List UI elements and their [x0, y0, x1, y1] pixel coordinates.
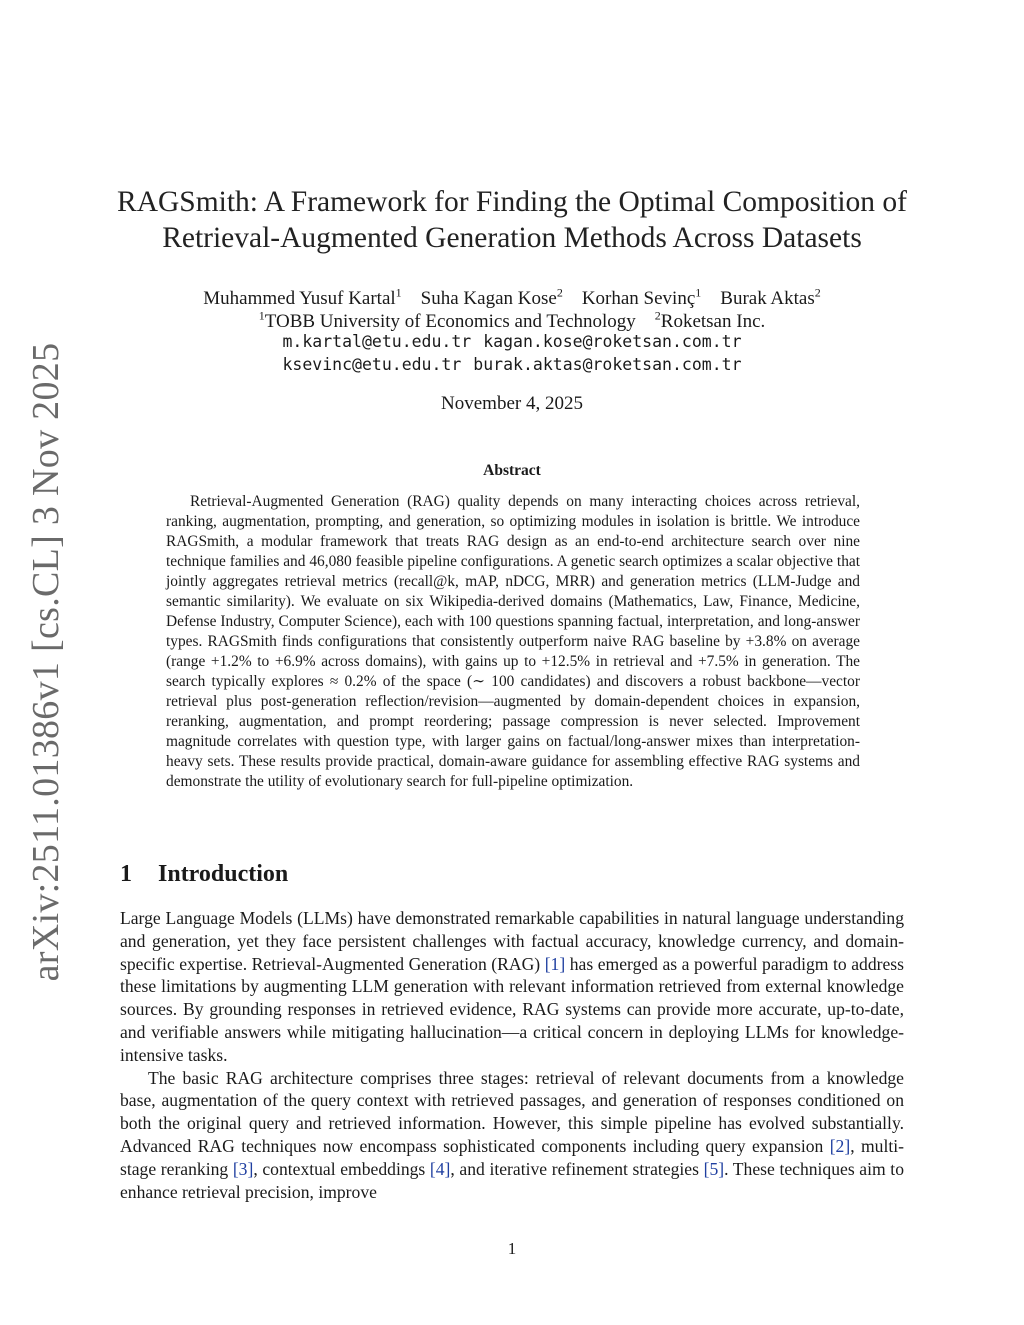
email: ksevinc@etu.edu.tr	[282, 355, 462, 374]
author: Muhammed Yusuf Kartal$^1$	[203, 286, 402, 310]
citation-link[interactable]: [1]	[544, 953, 566, 974]
title-line-1: RAGSmith: A Framework for Finding the Optimal Composition of	[117, 186, 907, 218]
author: Burak Aktas$^2$	[720, 286, 821, 310]
paragraph: Large Language Models (LLMs) have demonstrated remarkable capabilities in natural language understanding and generation, yet they face persistent challenges with factual accuracy, knowledge currency, and domain-specific expertise. Retrieval-Augmented Generation (RAG) [1] has emerged as a powerful paradigm to address these limitations by augmenting LLM generation with relevant information retrieved from external knowledge sources. By grounding responses in retrieved evidence, RAG systems can provide more accurate, up-to-date, and verifiable answers while mitigating hallucination—a critical concern in deploying LLMs for knowledge-intensive tasks.	[120, 908, 904, 1065]
email: kagan.kose@roketsan.com.tr	[483, 332, 742, 351]
section-number: 1	[120, 861, 132, 887]
citation-link[interactable]: [2]	[829, 1135, 851, 1156]
abstract-body	[166, 492, 860, 792]
abstract-text: Retrieval-Augmented Generation (RAG) quality depends on many interacting choices across retrieval, ranking, augmentation, prompting, and generation, so optimizing modules in isolation is brittle. We introduce RAGSmith, a modular framework that treats RAG design as an end-to-end architecture search over nine technique families and 46,080 feasible pipeline configurations. A genetic search optimizes a scalar objective that jointly aggregates retrieval metrics (recall@k, mAP, nDCG, MRR) and generation metrics (LLM-Judge and semantic similarity). We evaluate on six Wikipedia-derived domains (Mathematics, Law, Finance, Medicine, Defense Industry, Computer Science), each with 100 questions spanning factual, interpretation, and long-answer types. RAGSmith finds configurations that consistently outperform naive RAG baseline by +3.8% on average (range +1.2% to +6.9% across domains), with gains up to +12.5% in retrieval and +7.5% in generation. The search typically explores ≈ 0.2% of the space (∼ 100 candidates) and discovers a robust backbone—vector retrieval plus post-generation reflection/revision—augmented by domain-dependent choices in expansion, reranking, augmentation, and prompt reordering; passage compression is never selected. Improvement magnitude correlates with question type, with larger gains on factual/long-answer mixes than interpretation-heavy sets. These results provide practical, domain-aware guidance for assembling effective RAG systems and demonstrate the utility of evolutionary search for full-pipeline optimization.	[166, 493, 860, 790]
section-title: Introduction	[158, 861, 289, 887]
citation-link[interactable]: [5]	[703, 1158, 725, 1179]
affiliation: $^2$Roketsan Inc.	[654, 309, 766, 333]
citation-link[interactable]: [4]	[429, 1158, 451, 1179]
author: Suha Kagan Kose$^2$	[420, 286, 563, 310]
section-heading	[120, 861, 288, 888]
email: m.kartal@etu.edu.tr	[282, 332, 472, 351]
publication-date: November 4, 2025	[441, 393, 583, 414]
affiliation: $^1$TOBB University of Economics and Technology	[258, 309, 636, 333]
citation-link[interactable]: [3]	[232, 1158, 254, 1179]
section-body	[120, 907, 904, 1203]
page-number: 1	[507, 1239, 517, 1258]
title-line-2: Retrieval-Augmented Generation Methods Across Datasets	[162, 222, 862, 254]
author: Korhan Sevinç$^1$	[581, 286, 702, 310]
email-row-1	[0, 330, 1024, 353]
paper-title	[0, 184, 1024, 256]
abstract-heading: Abstract	[483, 462, 541, 479]
email: burak.aktas@roketsan.com.tr	[473, 355, 742, 374]
arxiv-identifier-stamp: arXiv:2511.01386v1 [cs.CL] 3 Nov 2025	[25, 342, 67, 982]
email-row-2	[0, 353, 1024, 376]
paragraph: The basic RAG architecture comprises three stages: retrieval of relevant documents from a knowledge base, augmentation of the query context with retrieved passages, and generation of responses conditioned on both the original query and retrieved information. However, this simple pipeline has evolved substantially. Advanced RAG techniques now encompass sophisticated components including query expansion [2], multi-stage reranking [3], contextual embeddings [4], and iterative refinement strategies [5]. These techniques aim to enhance retrieval precision, improve	[120, 1067, 904, 1202]
